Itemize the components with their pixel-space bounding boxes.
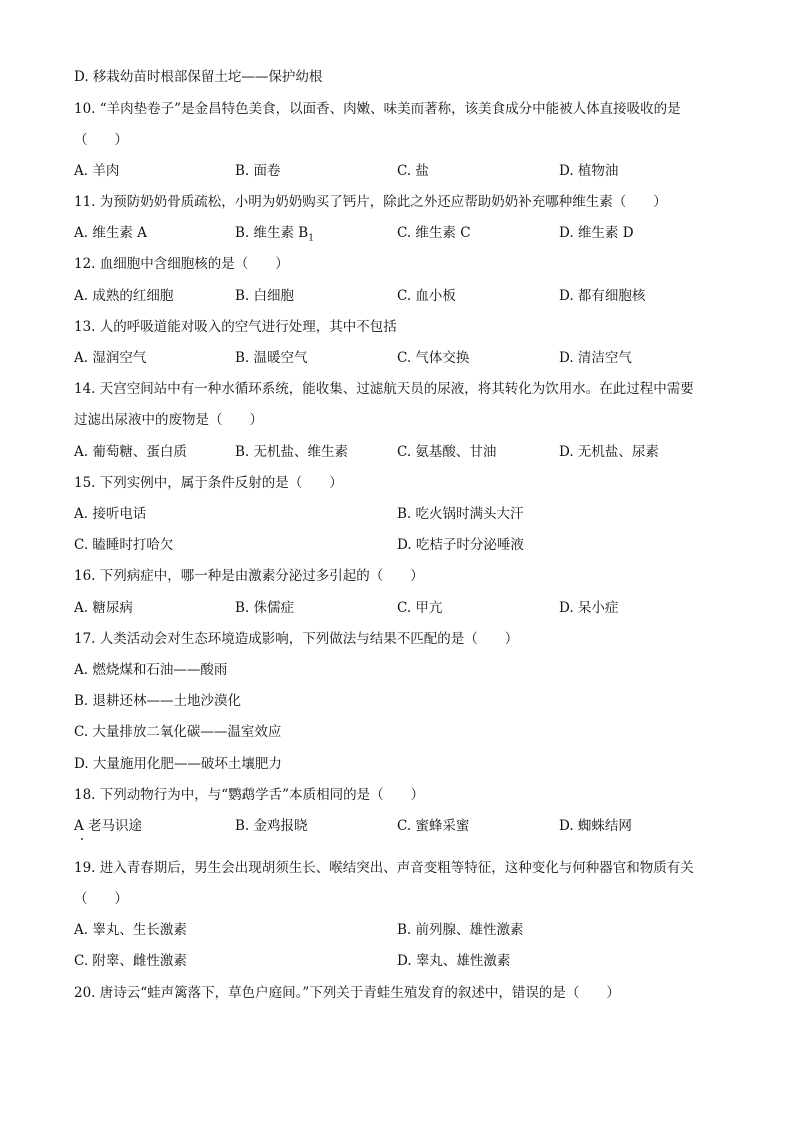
q17-option-c: C. 大量排放二氧化碳——温室效应 [74,724,282,740]
stray-dot [81,838,83,840]
q15-option-c: C. 瞌睡时打哈欠 [74,537,174,553]
q12-option-a: A. 成熟的红细胞 [74,288,174,304]
q18-option-d: D. 蜘蛛结网 [559,818,632,834]
q11-options [74,223,734,243]
q15-options-row1 [74,504,734,524]
q14-stem-line1: 14. 天宫空间站中有一种水循环系统，能收集、过滤航天员的尿液，将其转化为饮用水。在此过程中需要 [74,381,694,397]
q18-option-c: C. 蜜蜂采蜜 [397,818,470,834]
q14-option-a: A. 葡萄糖、蛋白质 [74,444,187,460]
q16-options [74,598,734,618]
q13-option-c: C. 气体交换 [397,350,470,366]
q11-option-d: D. 维生素 D [559,225,634,241]
q20-stem: 20. 唐诗云“蛙声篱落下，草色户庭间。”下列关于青蛙生殖发育的叙述中，错误的是（ ） [74,985,620,1001]
q15-options-row2 [74,535,734,555]
q17-option-b: B. 退耕还林——土地沙漠化 [74,693,242,709]
q14-options [74,442,734,462]
q14-stem-line2: 过滤出尿液中的废物是（ ） [74,412,263,428]
q18-options [74,816,734,836]
q19-stem: 19. 进入青春期后，男生会出现胡须生长、喉结突出、声音变粗等特征，这种变化与何种器官和物质有关 [74,860,694,876]
q13-stem: 13. 人的呼吸道能对吸入的空气进行处理，其中不包括 [74,319,397,335]
q11-option-b-text: B. 维生素 B [235,225,309,241]
q17-option-d: D. 大量施用化肥——破坏土壤肥力 [74,756,282,772]
q16-option-d: D. 呆小症 [559,600,619,616]
q11-option-c: C. 维生素 C [397,225,471,241]
q12-option-b: B. 白细胞 [235,288,295,304]
q10-option-d: D. 植物油 [559,163,619,179]
q11-option-a: A. 维生素 A [74,225,147,241]
q15-option-a: A. 接听电话 [74,506,147,522]
q10-paren: （ ） [74,132,128,148]
q12-options [74,286,734,306]
q13-option-a: A. 湿润空气 [74,350,147,366]
q14-option-b: B. 无机盐、维生素 [235,444,349,460]
q16-stem: 16. 下列病症中，哪一种是由激素分泌过多引起的（ ） [74,568,424,584]
q19-option-a: A. 睾丸、生长激素 [74,922,187,938]
q10-options [74,161,734,181]
q13-option-b: B. 温暖空气 [235,350,308,366]
q18-option-b: B. 金鸡报晓 [235,818,308,834]
q19-options-row1 [74,920,734,940]
q16-option-b: B. 侏儒症 [235,600,295,616]
q10-option-a: A. 羊肉 [74,163,120,179]
q16-option-a: A. 糖尿病 [74,600,133,616]
q17-stem: 17. 人类活动会对生态环境造成影响，下列做法与结果不匹配的是（ ） [74,631,519,647]
q15-option-d: D. 吃桔子时分泌唾液 [397,537,524,553]
q11-option-b [235,223,314,249]
q13-options [74,348,734,368]
q17-option-a: A. 燃烧煤和石油——酸雨 [74,662,228,678]
q19-option-d: D. 睾丸、雄性激素 [397,953,511,969]
q11-option-b-subscript: 1 [308,233,314,244]
q15-stem: 15. 下列实例中，属于条件反射的是（ ） [74,475,343,491]
q19-paren: （ ） [74,891,128,907]
q10-option-b: B. 面卷 [235,163,281,179]
q12-stem: 12. 血细胞中含细胞核的是（ ） [74,256,289,272]
q14-option-c: C. 氨基酸、甘油 [397,444,497,460]
q10-stem: 10. “羊肉垫卷子”是金昌特色美食，以面香、肉嫩、味美而著称，该美食成分中能被人体直接吸收的是 [74,101,681,117]
q14-option-d: D. 无机盐、尿素 [559,444,659,460]
q13-option-d: D. 清洁空气 [559,350,632,366]
q19-option-b: B. 前列腺、雄性激素 [397,922,524,938]
q18-stem: 18. 下列动物行为中，与“鹦鹉学舌”本质相同的是（ ） [74,787,425,803]
q19-options-row2 [74,951,734,971]
q12-option-d: D. 都有细胞核 [559,288,646,304]
q19-option-c: C. 附睾、雌性激素 [74,953,187,969]
q16-option-c: C. 甲亢 [397,600,443,616]
q11-stem: 11. 为预防奶奶骨质疏松，小明为奶奶购买了钙片，除此之外还应帮助奶奶补充哪种维生素（ ） [74,194,667,210]
q12-option-c: C. 血小板 [397,288,456,304]
q15-option-b: B. 吃火锅时满头大汗 [397,506,524,522]
q18-option-a: A 老马识途 [74,818,143,834]
q9-option-d: D. 移栽幼苗时根部保留土坨——保护幼根 [74,69,323,85]
q10-option-c: C. 盐 [397,163,429,179]
